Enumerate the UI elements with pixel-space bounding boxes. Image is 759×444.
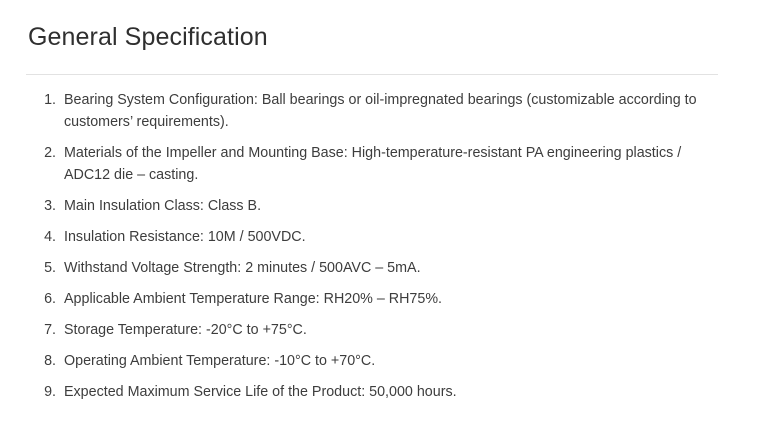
list-item: 5. Withstand Voltage Strength: 2 minutes / 500AVC – 5mA.	[60, 257, 721, 279]
list-item: 4. Insulation Resistance: 10M / 500VDC.	[60, 226, 721, 248]
list-item: 6. Applicable Ambient Temperature Range: RH20% – RH75%.	[60, 288, 721, 310]
page-title: General Specification	[28, 23, 268, 51]
list-item: 9. Expected Maximum Service Life of the Product: 50,000 hours.	[60, 381, 721, 403]
list-item: 1. Bearing System Configuration: Ball bearings or oil-impregnated bearings (customizable according to customers’ requirements).	[60, 89, 721, 133]
specification-list	[26, 89, 721, 403]
list-item: 7. Storage Temperature: -20°C to +75°C.	[60, 319, 721, 341]
title-divider	[26, 74, 718, 75]
list-item: 2. Materials of the Impeller and Mounting Base: High-temperature-resistant PA engineering plastics / ADC12 die – casting.	[60, 142, 721, 186]
list-item: 3. Main Insulation Class: Class B.	[60, 195, 721, 217]
list-item: 8. Operating Ambient Temperature: -10°C to +70°C.	[60, 350, 721, 372]
